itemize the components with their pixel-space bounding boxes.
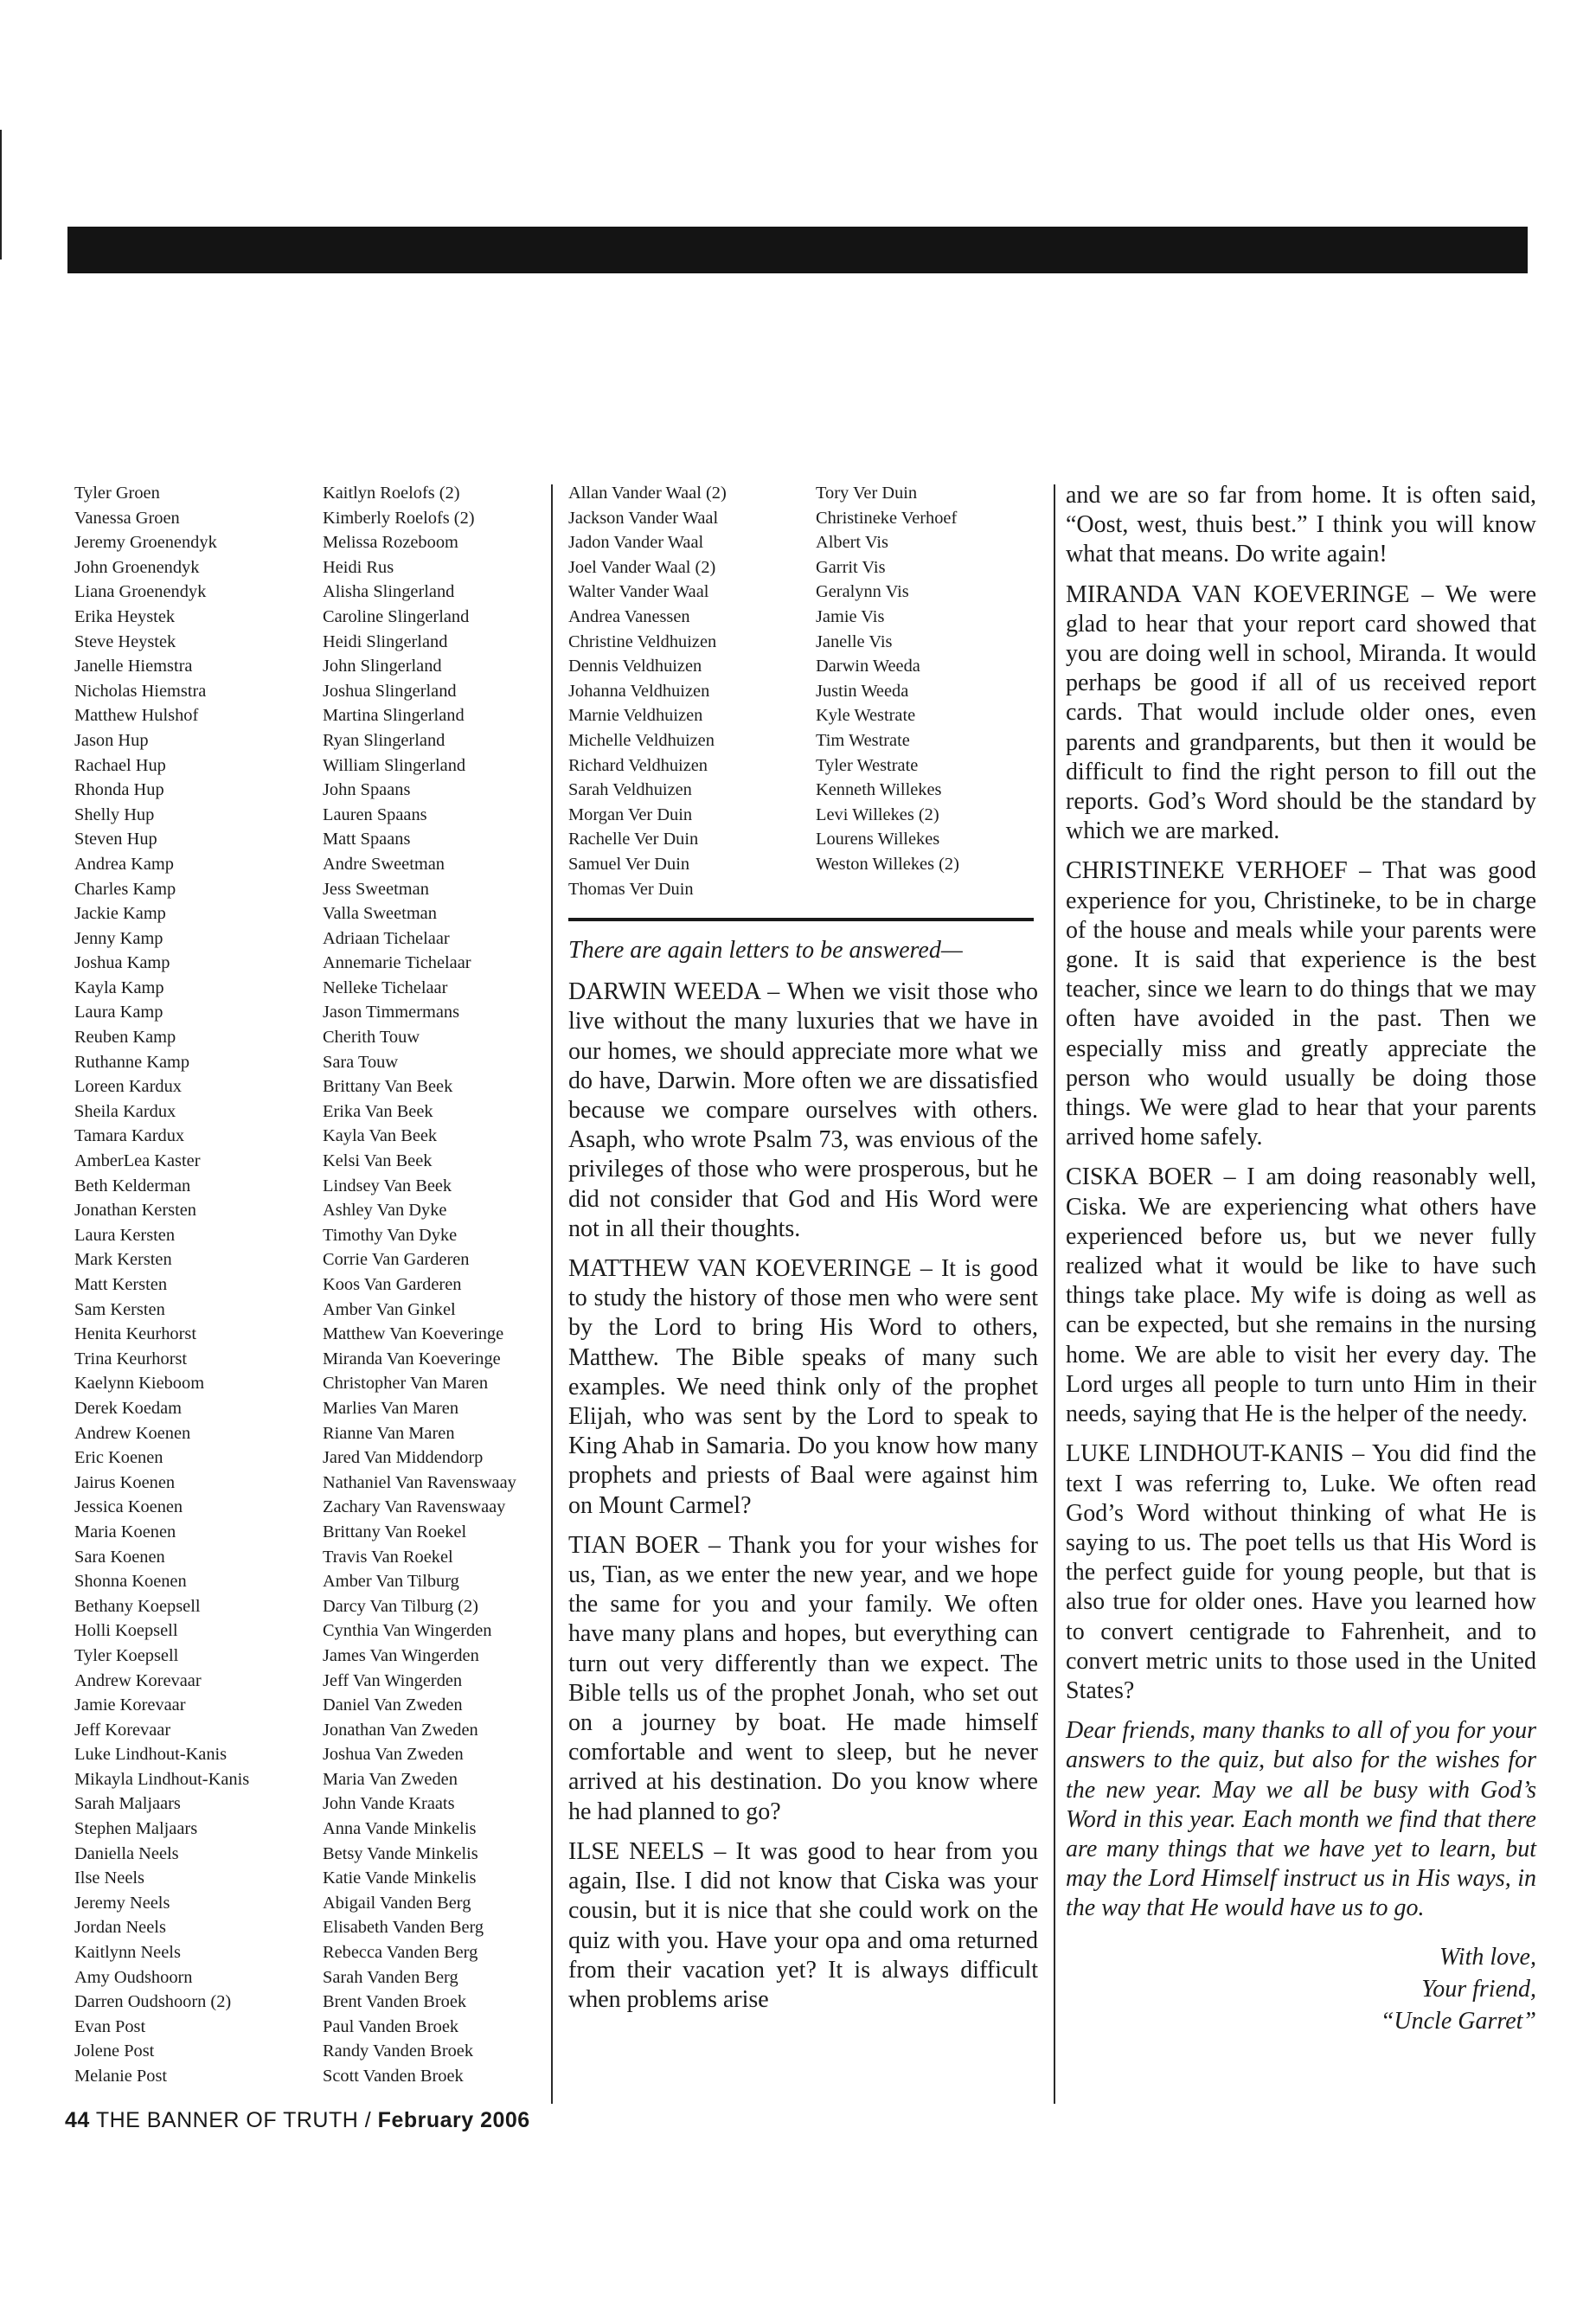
name-list-item: Jeremy Neels bbox=[74, 1893, 170, 1913]
name-list-item: Stephen Maljaars bbox=[74, 1819, 198, 1839]
name-list-item: Nathaniel Van Ravenswaay bbox=[323, 1472, 516, 1492]
name-list-item: Jess Sweetman bbox=[323, 879, 429, 899]
name-list-item: Tory Ver Duin bbox=[816, 484, 918, 503]
name-list-item: Luke Lindhout-Kanis bbox=[74, 1745, 228, 1765]
name-list-item: John Slingerland bbox=[323, 657, 442, 676]
page-footer bbox=[65, 2108, 530, 2133]
name-list-item: Sara Touw bbox=[323, 1052, 399, 1072]
name-list-item: Michelle Veldhuizen bbox=[568, 730, 715, 750]
name-list-item: Matthew Hulshof bbox=[74, 706, 199, 726]
name-list-item: Jamie Korevaar bbox=[74, 1695, 186, 1715]
letter-ilse-neels: ILSE NEELS – It was good to hear from you again, Ilse. I did not know that Ciska was your cousin, but it is nice that she could work on the quiz with you. Have your opa and oma returned from their vacation yet? It is always difficult when problems arise bbox=[568, 1837, 1038, 2013]
name-list-item: Brent Vanden Broek bbox=[323, 1992, 467, 2012]
name-list-item: Christineke Verhoef bbox=[816, 508, 958, 528]
name-list-item: Andrea Kamp bbox=[74, 854, 174, 874]
name-list-item: Maria Koenen bbox=[74, 1522, 176, 1541]
name-list-item: Heidi Slingerland bbox=[323, 631, 448, 651]
name-list-item: Kyle Westrate bbox=[816, 706, 916, 726]
name-list-item: Matthew Van Koeveringe bbox=[323, 1324, 504, 1344]
name-list-item: Rachelle Ver Duin bbox=[568, 830, 699, 849]
name-list-item: Jared Van Middendorp bbox=[323, 1448, 484, 1468]
name-list-item: Dennis Veldhuizen bbox=[568, 657, 702, 676]
name-list-item: Sara Koenen bbox=[74, 1547, 165, 1567]
name-list-item: Rianne Van Maren bbox=[323, 1423, 455, 1443]
name-list-item: Reuben Kamp bbox=[74, 1028, 176, 1048]
column-divider bbox=[551, 484, 553, 2104]
name-list-item: Mark Kersten bbox=[74, 1250, 172, 1270]
name-list-item: Joshua Van Zweden bbox=[323, 1745, 464, 1765]
name-list-item: Jamie Vis bbox=[816, 606, 885, 626]
name-list-item: Jonathan Van Zweden bbox=[323, 1720, 478, 1740]
letter-tian-boer: TIAN BOER – Thank you for your wishes for us, Tian, as we enter the new year, and we hope the same for you and your family. We often have many plans and hopes, but everything can turn out very differently than we expect. The Bible tells us of the prophet Jonah, who set out on a journey by boat. He made himself comfortable and went to sleep, but he never arrived at his destination. Do you know where he had planned to go? bbox=[568, 1531, 1038, 1825]
name-list-item: Abigail Vanden Berg bbox=[323, 1893, 471, 1913]
name-list-item: Kayla Kamp bbox=[74, 977, 164, 997]
name-list-item: Katie Vande Minkelis bbox=[323, 1868, 477, 1888]
name-list-item: Paul Vanden Broek bbox=[323, 2016, 459, 2036]
column-divider bbox=[1054, 484, 1055, 2104]
page-number: 44 bbox=[65, 2108, 90, 2132]
name-list-item: Derek Koedam bbox=[74, 1398, 182, 1418]
names-column-2 bbox=[323, 481, 556, 2089]
name-list-item: Daniel Van Zweden bbox=[323, 1695, 463, 1715]
signoff-line: Your friend, bbox=[1421, 1975, 1536, 2003]
name-list-item: Albert Vis bbox=[816, 533, 888, 553]
name-list-item: Justin Weeda bbox=[816, 681, 909, 701]
name-list-item: Liana Groenendyk bbox=[74, 582, 207, 602]
name-list-item: Daniella Neels bbox=[74, 1843, 179, 1863]
name-list-item: Andrew Korevaar bbox=[74, 1670, 202, 1690]
name-list-item: Lourens Willekes bbox=[816, 830, 940, 849]
name-list-item: Tyler Koepsell bbox=[74, 1645, 179, 1665]
name-list-item: Tim Westrate bbox=[816, 730, 910, 750]
name-list-item: James Van Wingerden bbox=[323, 1645, 479, 1665]
name-list-item: Ilse Neels bbox=[74, 1868, 144, 1888]
name-list-item: Melissa Rozeboom bbox=[323, 533, 458, 553]
name-list-item: Trina Keurhorst bbox=[74, 1349, 188, 1368]
name-list-item: Kelsi Van Beek bbox=[323, 1151, 433, 1171]
name-list-item: Brittany Van Roekel bbox=[323, 1522, 467, 1541]
name-list-item: Jeremy Groenendyk bbox=[74, 533, 217, 553]
signoff-signature: “Uncle Garret” bbox=[1380, 2007, 1536, 2035]
name-list-item: Corrie Van Garderen bbox=[323, 1250, 470, 1270]
issue-date: February 2006 bbox=[377, 2108, 530, 2132]
letter-ilse-neels-continued: and we are so far from home. It is often said, “Oost, west, thuis best.” I think you will know what that means. Do write again! bbox=[1066, 482, 1536, 568]
name-list-item: Thomas Ver Duin bbox=[568, 879, 694, 899]
name-list-item: Darwin Weeda bbox=[816, 657, 920, 676]
name-list-item: Kaitlynn Neels bbox=[74, 1943, 181, 1963]
letter-miranda-van-koeveringe: MIRANDA VAN KOEVERINGE – We were glad to hear that your report card showed that you are doing well in school, Miranda. It would perhaps be good if all of us received report cards. That would include older ones, even parents and grandparents, but then it would be difficult to find the right person to fill out the reports. God’s Word should be the standard by which we are marked. bbox=[1066, 580, 1536, 845]
name-list-item: Amy Oudshoorn bbox=[74, 1967, 193, 1987]
name-list-item: Walter Vander Waal bbox=[568, 582, 709, 602]
name-list-item: Jenny Kamp bbox=[74, 928, 163, 948]
page-edge-line bbox=[0, 130, 2, 260]
name-list-item: Jason Hup bbox=[74, 730, 149, 750]
name-list-item: Shonna Koenen bbox=[74, 1572, 187, 1592]
name-list-item: Rachael Hup bbox=[74, 755, 166, 775]
name-list-item: Jadon Vander Waal bbox=[568, 533, 704, 553]
name-list-item: Marlies Van Maren bbox=[323, 1398, 459, 1418]
name-list-item: Maria Van Zweden bbox=[323, 1769, 458, 1789]
name-list-item: Sarah Vanden Berg bbox=[323, 1967, 458, 1987]
name-list-item: Allan Vander Waal (2) bbox=[568, 484, 727, 503]
name-list-item: Lauren Spaans bbox=[323, 804, 427, 824]
name-list-item: Ashley Van Dyke bbox=[323, 1201, 447, 1221]
name-list-item: Cherith Touw bbox=[323, 1028, 420, 1048]
letter-christineke-verhoef: CHRISTINEKE VERHOEF – That was good experience for you, Christineke, to be in charge of the house and meals while your parents were gone. It is said that experience is the best teacher, since we learn to do things that we may often have avoided in the past. Then we especially miss and greatly appreciate the person who would usually be doing those things. We were glad to hear that your parents arrived home safely. bbox=[1066, 857, 1536, 1151]
name-list-item: Erika Heystek bbox=[74, 606, 176, 626]
name-list-item: Amber Van Tilburg bbox=[323, 1572, 459, 1592]
section-divider bbox=[568, 918, 1034, 921]
name-list-item: Brittany Van Beek bbox=[323, 1077, 453, 1097]
name-list-item: Sarah Veldhuizen bbox=[568, 780, 692, 800]
name-list-item: Loreen Kardux bbox=[74, 1077, 182, 1097]
name-list-item: Martina Slingerland bbox=[323, 706, 465, 726]
name-list-item: Joshua Slingerland bbox=[323, 681, 457, 701]
name-list-item: Jonathan Kersten bbox=[74, 1201, 196, 1221]
name-list-item: Shelly Hup bbox=[74, 804, 155, 824]
name-list-item: Jolene Post bbox=[74, 2041, 155, 2061]
name-list-item: Matt Kersten bbox=[74, 1275, 168, 1294]
name-list-item: AmberLea Kaster bbox=[74, 1151, 201, 1171]
name-list-item: Steven Hup bbox=[74, 830, 157, 849]
name-list-item: Henita Keurhorst bbox=[74, 1324, 196, 1344]
header-bar bbox=[67, 227, 1528, 273]
names-column-4 bbox=[816, 481, 1049, 877]
name-list-item: Jackson Vander Waal bbox=[568, 508, 719, 528]
letters-column bbox=[568, 936, 1038, 2025]
name-list-item: Kimberly Roelofs (2) bbox=[323, 508, 475, 528]
name-list-item: Jeff Korevaar bbox=[74, 1720, 171, 1740]
name-list-item: Mikayla Lindhout-Kanis bbox=[74, 1769, 250, 1789]
closing-message: Dear friends, many thanks to all of you for your answers to the quiz, but also for the wishes for the new year. May we all be busy with God’s Word in this year. Each month we find that there are many things that we have yet to learn, but may the Lord Himself instruct us in His ways, in the way that He would have us to go. bbox=[1066, 1717, 1536, 1922]
name-list-item: Sarah Maljaars bbox=[74, 1794, 181, 1814]
name-list-item: Steve Heystek bbox=[74, 631, 176, 651]
name-list-item: Kaelynn Kieboom bbox=[74, 1374, 205, 1394]
name-list-item: Anna Vande Minkelis bbox=[323, 1819, 477, 1839]
name-list-item: Nelleke Tichelaar bbox=[323, 977, 448, 997]
name-list-item: Timothy Van Dyke bbox=[323, 1225, 458, 1245]
name-list-item: John Groenendyk bbox=[74, 557, 200, 577]
name-list-item: Miranda Van Koeveringe bbox=[323, 1349, 501, 1368]
name-list-item: Matt Spaans bbox=[323, 830, 411, 849]
name-list-item: Eric Koenen bbox=[74, 1448, 163, 1468]
name-list-item: Rhonda Hup bbox=[74, 780, 164, 800]
signoff-line: With love, bbox=[1439, 1943, 1536, 1971]
name-list-item: Sam Kersten bbox=[74, 1299, 165, 1319]
publication-title: THE BANNER OF TRUTH bbox=[95, 2108, 359, 2132]
name-list-item: Ruthanne Kamp bbox=[74, 1052, 190, 1072]
name-list-item: Holli Koepsell bbox=[74, 1621, 178, 1641]
name-list-item: Rebecca Vanden Berg bbox=[323, 1943, 478, 1963]
name-list-item: Heidi Rus bbox=[323, 557, 394, 577]
name-list-item: Caroline Slingerland bbox=[323, 606, 470, 626]
letter-matthew-van-koeveringe: MATTHEW VAN KOEVERINGE – It is good to study the history of those men who were sent by the Lord to bring His Word to others, Matthew. The Bible speaks of many such examples. We need think only of the prophet Elijah, who was sent by the Lord to speak to King Ahab in Samaria. Do you know how many prophets and priests of Baal were against him on Mount Carmel? bbox=[568, 1255, 1038, 1519]
name-list-item: Darren Oudshoorn (2) bbox=[74, 1992, 232, 2012]
name-list-item: Geralynn Vis bbox=[816, 582, 909, 602]
name-list-item: Christopher Van Maren bbox=[323, 1374, 489, 1394]
name-list-item: Andrew Koenen bbox=[74, 1423, 191, 1443]
name-list-item: Laura Kamp bbox=[74, 1003, 163, 1022]
name-list-item: Nicholas Hiemstra bbox=[74, 681, 207, 701]
name-list-item: Laura Kersten bbox=[74, 1225, 176, 1245]
name-list-item: John Vande Kraats bbox=[323, 1794, 455, 1814]
name-list-item: Tyler Groen bbox=[74, 484, 160, 503]
name-list-item: Jackie Kamp bbox=[74, 904, 166, 924]
name-list-item: Levi Willekes (2) bbox=[816, 804, 939, 824]
letter-darwin-weeda: DARWIN WEEDA – When we visit those who live without the many luxuries that we have in our homes, we should appreciate more what we do have, Darwin. More often we are dissatisfied because we compare ourselves with others. Asaph, who wrote Psalm 73, was envious of the privileges of those who were prosperous, but he did not consider that God and His Word were not in all their thoughts. bbox=[568, 978, 1038, 1242]
letter-ciska-boer: CISKA BOER – I am doing reasonably well, Ciska. We are experiencing what others have experienced before us, but we never fully realized what it would be like to have such things take place. My wife is doing as well as can be expected, but she remains in the nursing home. We are able to visit her every day. The Lord urges all people to turn unto Him in their needs, saying that He is the helper of the needy. bbox=[1066, 1163, 1536, 1428]
name-list-item: Lindsey Van Beek bbox=[323, 1176, 452, 1195]
name-list-item: Scott Vanden Broek bbox=[323, 2067, 464, 2086]
name-list-item: Andre Sweetman bbox=[323, 854, 445, 874]
name-list-item: John Spaans bbox=[323, 780, 411, 800]
name-list-item: Marnie Veldhuizen bbox=[568, 706, 703, 726]
name-list-item: Zachary Van Ravenswaay bbox=[323, 1497, 506, 1517]
name-list-item: Valla Sweetman bbox=[323, 904, 437, 924]
name-list-item: Weston Willekes (2) bbox=[816, 854, 959, 874]
names-column-3 bbox=[568, 481, 802, 901]
name-list-item: Alisha Slingerland bbox=[323, 582, 455, 602]
name-list-item: Cynthia Van Wingerden bbox=[323, 1621, 492, 1641]
name-list-item: Kaitlyn Roelofs (2) bbox=[323, 484, 460, 503]
name-list-item: Janelle Hiemstra bbox=[74, 657, 193, 676]
name-list-item: Joshua Kamp bbox=[74, 953, 170, 973]
name-list-item: Vanessa Groen bbox=[74, 508, 180, 528]
name-list-item: Andrea Vanessen bbox=[568, 606, 690, 626]
letter-luke-lindhout-kanis: LUKE LINDHOUT-KANIS – You did find the text I was referring to, Luke. We often read God’s Word without thinking of what He is saying to us. The poet tells us that His Word is the perfect guide for young people, but that is also true for older ones. Have you learned how to convert centigrade to Fahrenheit, and to convert metric units to those used in the United States? bbox=[1066, 1440, 1536, 1704]
name-list-item: Annemarie Tichelaar bbox=[323, 953, 471, 973]
name-list-item: Kenneth Willekes bbox=[816, 780, 942, 800]
name-list-item: Christine Veldhuizen bbox=[568, 631, 717, 651]
name-list-item: Sheila Kardux bbox=[74, 1101, 176, 1121]
name-list-item: Tamara Kardux bbox=[74, 1126, 185, 1146]
name-list-item: William Slingerland bbox=[323, 755, 466, 775]
name-list-item: Koos Van Garderen bbox=[323, 1275, 462, 1294]
name-list-item: Richard Veldhuizen bbox=[568, 755, 708, 775]
name-list-item: Travis Van Roekel bbox=[323, 1547, 453, 1567]
name-list-item: Elisabeth Vanden Berg bbox=[323, 1918, 484, 1938]
name-list-item: Jairus Koenen bbox=[74, 1472, 176, 1492]
name-list-item: Adriaan Tichelaar bbox=[323, 928, 450, 948]
name-list-item: Jessica Koenen bbox=[74, 1497, 183, 1517]
name-list-item: Randy Vanden Broek bbox=[323, 2041, 474, 2061]
footer-separator: / bbox=[364, 2108, 372, 2132]
name-list-item: Samuel Ver Duin bbox=[568, 854, 690, 874]
name-list-item: Jordan Neels bbox=[74, 1918, 166, 1938]
name-list-item: Amber Van Ginkel bbox=[323, 1299, 456, 1319]
name-list-item: Erika Van Beek bbox=[323, 1101, 433, 1121]
name-list-item: Jeff Van Wingerden bbox=[323, 1670, 463, 1690]
signoff bbox=[1066, 1941, 1536, 2037]
letters-intro: There are again letters to be answered— bbox=[568, 937, 963, 964]
name-list-item: Joel Vander Waal (2) bbox=[568, 557, 716, 577]
name-list-item: Melanie Post bbox=[74, 2067, 168, 2086]
name-list-item: Charles Kamp bbox=[74, 879, 176, 899]
name-list-item: Jason Timmermans bbox=[323, 1003, 460, 1022]
name-list-item: Darcy Van Tilburg (2) bbox=[323, 1596, 478, 1616]
name-list-item: Johanna Veldhuizen bbox=[568, 681, 710, 701]
name-list-item: Kayla Van Beek bbox=[323, 1126, 438, 1146]
name-list-item: Garrit Vis bbox=[816, 557, 886, 577]
name-list-item: Ryan Slingerland bbox=[323, 730, 445, 750]
name-list-item: Betsy Vande Minkelis bbox=[323, 1843, 478, 1863]
name-list-item: Bethany Koepsell bbox=[74, 1596, 201, 1616]
name-list-item: Evan Post bbox=[74, 2016, 146, 2036]
letters-column-right bbox=[1066, 481, 1536, 2037]
name-list-item: Morgan Ver Duin bbox=[568, 804, 693, 824]
name-list-item: Janelle Vis bbox=[816, 631, 893, 651]
name-list-item: Tyler Westrate bbox=[816, 755, 919, 775]
name-list-item: Beth Kelderman bbox=[74, 1176, 191, 1195]
names-column-1 bbox=[74, 481, 308, 2089]
